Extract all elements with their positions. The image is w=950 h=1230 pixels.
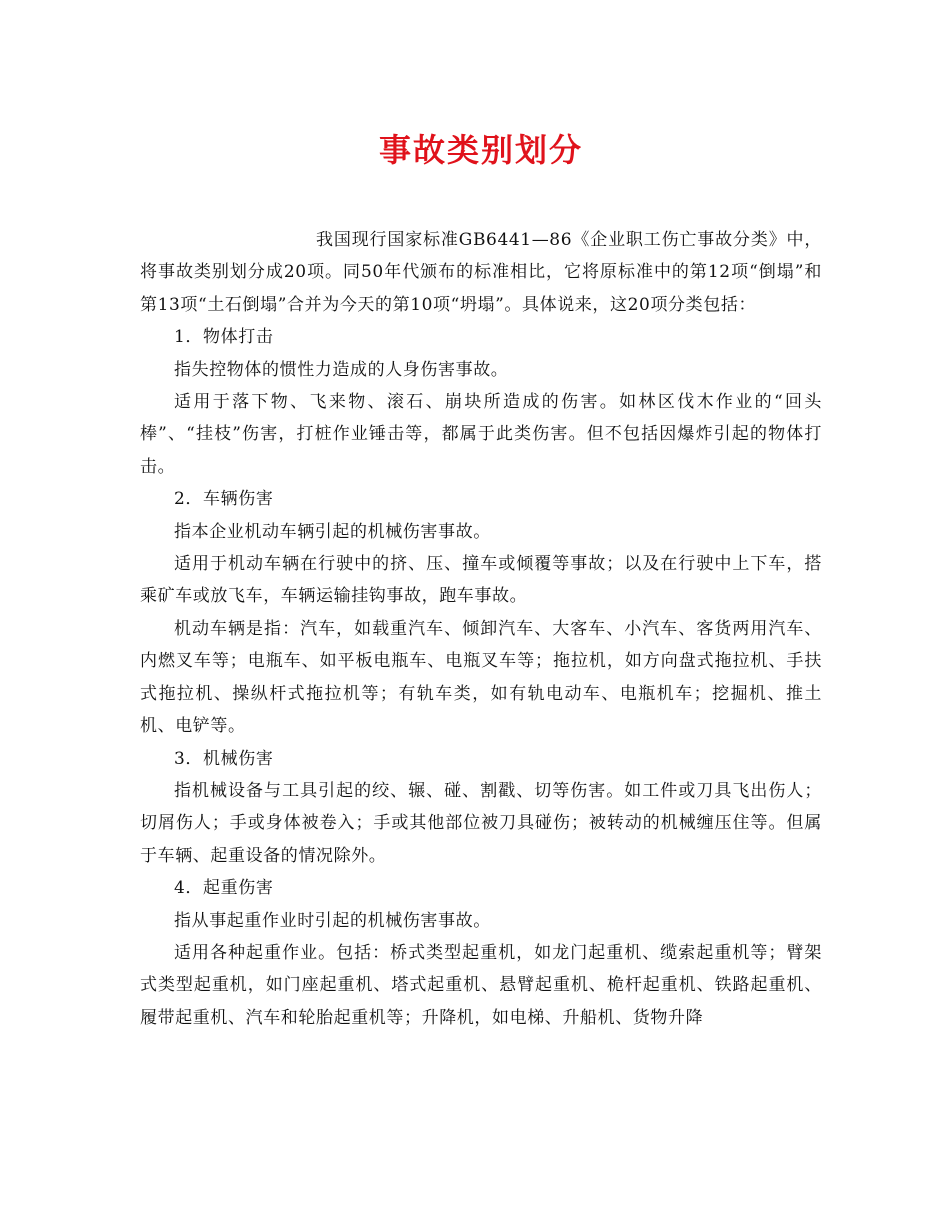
- document-title: 事故类别划分: [378, 131, 583, 169]
- paragraph-definition: 指机械设备与工具引起的绞、辗、碰、割戳、切等伤害。如工件或刀具飞出伤人；切屑伤人；手或身体被卷入；手或其他部位被刀具碰伤；被转动的机械缠压住等。但属于车辆、起重设备的情况除外。: [140, 780, 822, 866]
- section-heading-machinery-injury: 3．机械伤害: [174, 748, 274, 769]
- paragraph-vehicle-list: 机动车辆是指：汽车，如载重汽车、倾卸汽车、大客车、小汽车、客货两用汽车、内燃叉车等；电瓶车、如平板电瓶车、电瓶叉车等；拖拉机，如方向盘式拖拉机、手扶式拖拉机、操纵杆式拖拉机等；有轨车类，如有轨电动车、电瓶机车；挖掘机、推土机、电铲等。: [140, 618, 822, 737]
- section-heading-lifting-injury: 4．起重伤害: [174, 878, 274, 899]
- section-heading-vehicle-injury: 2．车辆伤害: [174, 489, 274, 510]
- paragraph-definition: 指失控物体的惯性力造成的人身伤害事故。: [174, 359, 509, 380]
- paragraph-definition: 指本企业机动车辆引起的机械伤害事故。: [174, 521, 491, 542]
- document-body: [140, 224, 822, 1034]
- paragraph-scope: 适用于落下物、飞来物、滚石、崩块所造成的伤害。如林区伐木作业的“回头棒”、“挂枝”伤害，打桩作业锤击等，都属于此类伤害。但不包括因爆炸引起的物体打击。: [140, 392, 822, 477]
- paragraph-scope: 适用于机动车辆在行驶中的挤、压、撞车或倾覆等事故；以及在行驶中上下车，搭乘矿车或放飞车，车辆运输挂钩事故，跑车事故。: [140, 554, 822, 607]
- paragraph-definition: 指从事起重作业时引起的机械伤害事故。: [174, 910, 491, 931]
- intro-paragraph: 我国现行国家标准GB6441—86《企业职工伤亡事故分类》中，将事故类别划分成20项。同50年代颁布的标准相比，它将原标准中的第12项“倒塌”和第13项“土石倒塌”合并为今天的第10项“坍塌”。具体说来，这20项分类包括：: [140, 230, 822, 315]
- paragraph-scope: 适用各种起重作业。包括：桥式类型起重机，如龙门起重机、缆索起重机等；臂架式类型起重机，如门座起重机、塔式起重机、悬臂起重机、桅杆起重机、铁路起重机、履带起重机、汽车和轮胎起重机等；升降机，如电梯、升船机、货物升降: [140, 942, 822, 1028]
- section-heading-object-strike: 1．物体打击: [174, 327, 274, 348]
